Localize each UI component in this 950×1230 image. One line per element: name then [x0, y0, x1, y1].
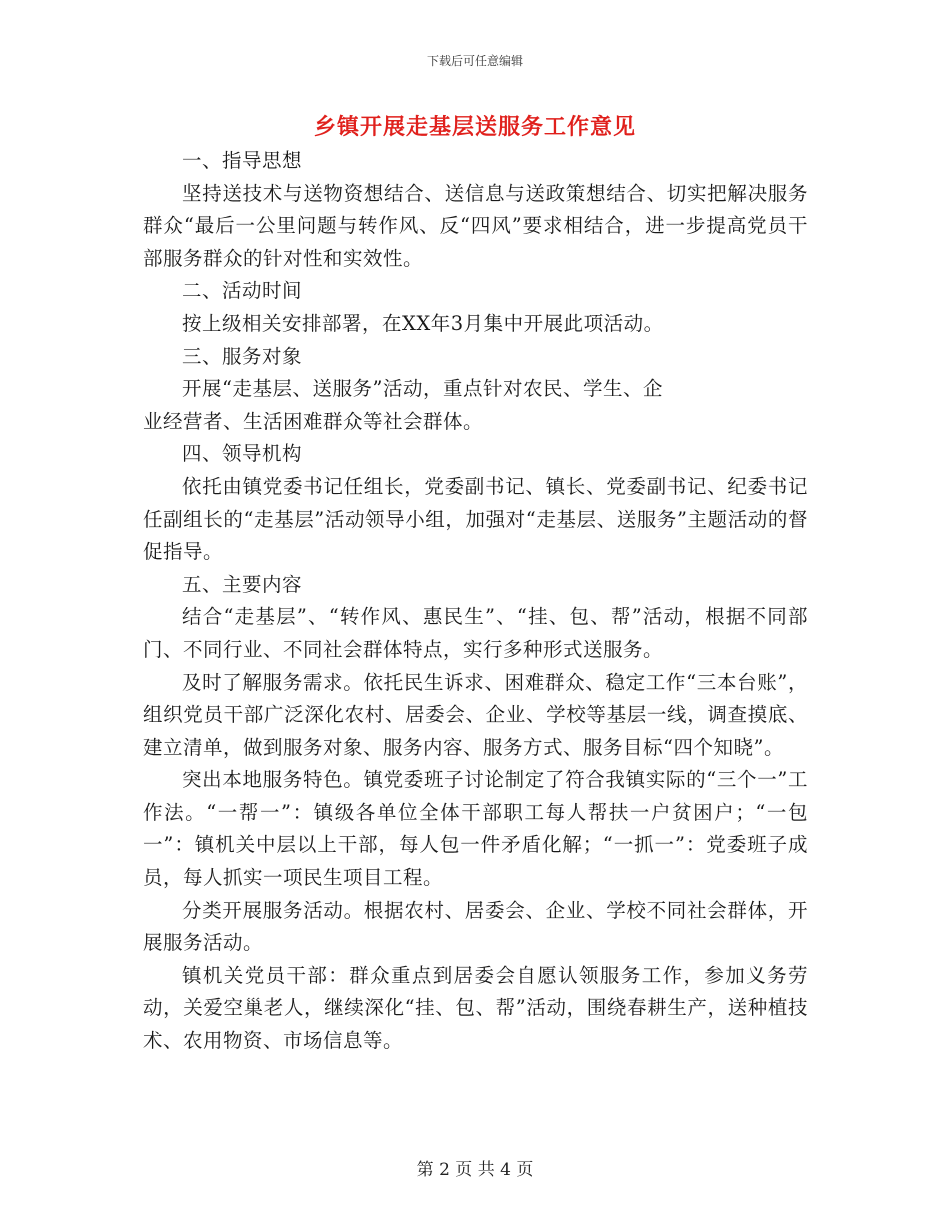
paragraph: 业经营者、生活困难群众等社会群体。 [143, 409, 484, 433]
paragraph: 分类开展服务活动。根据农村、居委会、企业、学校不同社会群体，开展服务活动。 [143, 898, 808, 955]
paragraph: 结合“走基层”、“转作风、惠民生”、“挂、包、帮”活动，根据不同部门、不同行业、不同社会群体特点，实行多种形式送服务。 [143, 605, 808, 661]
section-heading: 五、主要内容 [182, 572, 303, 596]
paragraph: 依托由镇党委书记任组长，党委副书记、镇长、党委副书记、纪委书记任副组长的“走基层”活动领导小组，加强对“走基层、送服务”主题活动的督促指导。 [143, 474, 808, 564]
paragraph: 按上级相关安排部署，在XX年3月集中开展此项活动。 [182, 311, 664, 335]
document-title: 乡镇开展走基层送服务工作意见 [313, 114, 636, 140]
paragraph: 坚持送技术与送物资想结合、送信息与送政策想结合、切实把解决服务群众“最后一公里问题与转作风、反“四风”要求相结合，进一步提高党员干部服务群众的针对性和实效性。 [143, 181, 808, 270]
section-heading: 一、指导思想 [182, 149, 303, 172]
section-heading: 四、领导机构 [182, 442, 303, 466]
paragraph: 突出本地服务特色。镇党委班子讨论制定了符合我镇实际的“三个一”工作法。“一帮一”：镇级各单位全体干部职工每人帮扶一户贫困户；“一包一”：镇机关中层以上干部，每人包一件矛盾化解；“一抓一”：党委班子成员，每人抓实一项民生项目工程。 [143, 768, 808, 890]
header-note: 下载后可任意编辑 [426, 54, 523, 68]
page-footer: 第 2 页 共 4 页 [416, 1160, 534, 1180]
paragraph: 及时了解服务需求。依托民生诉求、困难群众、稳定工作“三本台账”，组织党员干部广泛深化农村、居委会、企业、学校等基层一线，调查摸底、建立清单，做到服务对象、服务内容、服务方式、服务目标“四个知晓”。 [143, 670, 808, 759]
section-heading: 三、服务对象 [182, 344, 303, 368]
paragraph: 开展“走基层、送服务”活动，重点针对农民、学生、企 [182, 377, 663, 401]
document-body [143, 145, 808, 1058]
section-heading: 二、活动时间 [182, 279, 303, 303]
paragraph: 镇机关党员干部：群众重点到居委会自愿认领服务工作，参加义务劳动，关爱空巢老人，继续深化“挂、包、帮”活动，围绕春耕生产，送种植技术、农用物资、市场信息等。 [143, 963, 808, 1053]
